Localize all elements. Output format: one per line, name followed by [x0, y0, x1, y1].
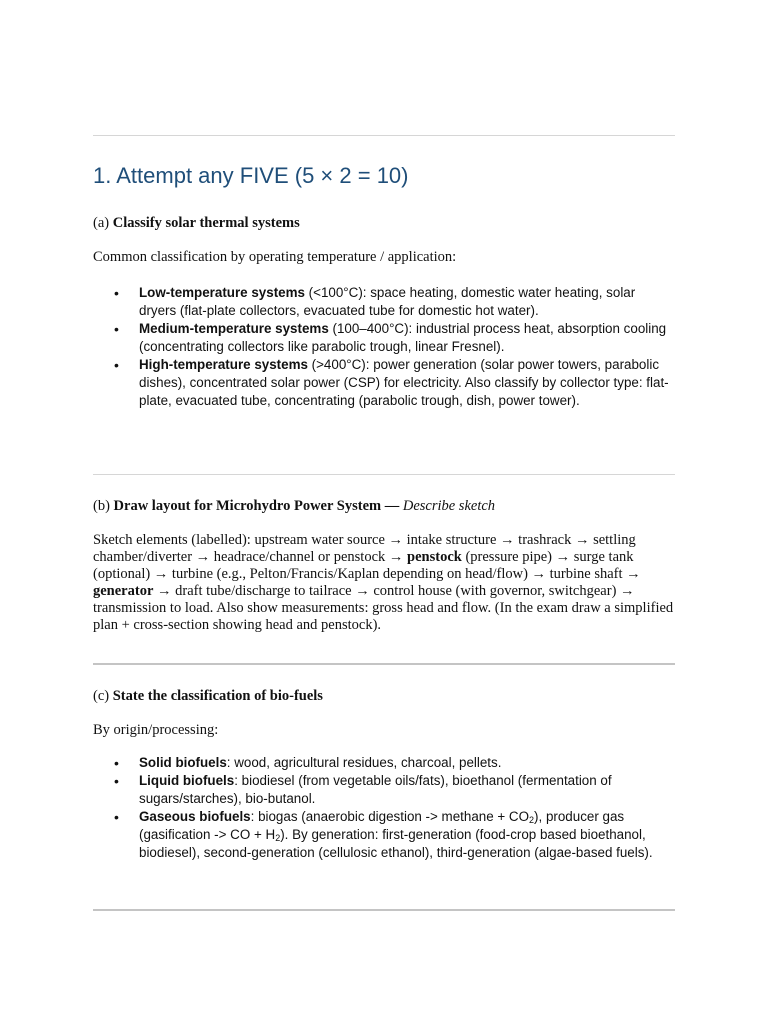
- horizontal-rule: [93, 909, 675, 911]
- paragraph-bold-term: penstock: [407, 549, 462, 565]
- list-item-text: : biodiesel (from vegetable oils/fats), bioethanol (fermentation of sugars/starches), bio-butanol.: [139, 773, 612, 806]
- section-b-heading: Draw layout for Microhydro Power System: [113, 498, 382, 514]
- section-a-heading: Classify solar thermal systems: [112, 215, 300, 231]
- list-item-text: ). By generation: first-generation (food-crop based bioethanol, biodiesel), second-generation (cellulosic ethanol), third-generation (algae-based fuels).: [139, 827, 653, 860]
- paragraph-text: Sketch elements (labelled): upstream water source → intake structure → trashrack → settling chamber/diverter → headrace/channel or penstock →: [93, 532, 636, 565]
- subscript: 2: [529, 815, 535, 825]
- list-item-term: Medium-temperature systems: [139, 321, 329, 336]
- section-c-list: [93, 754, 675, 862]
- list-item-term: Liquid biofuels: [139, 773, 235, 788]
- list-item-term: Gaseous biofuels: [139, 809, 251, 824]
- section-c-intro: By origin/processing:: [93, 722, 219, 738]
- list-item-text: (<100°C): space heating, domestic water heating, solar dryers (flat-plate collectors, evacuated tube for domestic hot water).: [139, 285, 636, 318]
- section-c-title: [93, 688, 675, 705]
- section-b-dash: —: [381, 498, 403, 514]
- paragraph-text: → draft tube/discharge to tailrace → control house (with governor, switchgear) → transmission to load. Also show measurements: gross head and flow. (In the exam draw a simplified plan + cross-section showing head and penstock).: [93, 583, 674, 633]
- list-item-text: (>400°C): power generation (solar power towers, parabolic dishes), concentrated solar power (CSP) for electricity. Also classify by collector type: flat-plate, evacuated tube, concentrating (parabolic trough, dish, power tower).: [139, 357, 669, 408]
- list-item-text: : biogas (anaerobic digestion -> methane + CO: [250, 809, 530, 824]
- list-item-term: Low-temperature systems: [139, 285, 305, 300]
- list-item: [93, 356, 675, 410]
- list-item: [93, 320, 675, 356]
- paragraph-bold-term: generator: [93, 583, 154, 599]
- section-b-subtitle: Describe sketch: [402, 498, 496, 514]
- list-item-text: ), producer gas (gasification -> CO + H: [139, 809, 625, 842]
- horizontal-rule: [93, 474, 675, 475]
- horizontal-rule: [93, 663, 675, 665]
- list-item: [93, 284, 675, 320]
- section-b-label: (b): [93, 498, 110, 514]
- question-heading: 1. Attempt any FIVE (5 × 2 = 10): [93, 163, 409, 188]
- list-item-text: (100–400°C): industrial process heat, absorption cooling (concentrating collectors like parabolic trough, linear Fresnel).: [139, 321, 667, 354]
- section-c-heading: State the classification of bio-fuels: [112, 688, 323, 704]
- list-item-term: High-temperature systems: [139, 357, 308, 372]
- list-item: [93, 808, 675, 862]
- section-a-intro: Common classification by operating temperature / application:: [93, 249, 457, 265]
- section-a-label: (a): [93, 215, 110, 231]
- horizontal-rule: [93, 135, 675, 136]
- list-item-term: Solid biofuels: [139, 755, 227, 770]
- section-c-label: (c): [93, 688, 110, 704]
- section-a-title: [93, 215, 675, 232]
- list-item-text: : wood, agricultural residues, charcoal, pellets.: [226, 755, 502, 770]
- paragraph-text: (pressure pipe) → surge tank (optional) → turbine (e.g., Pelton/Francis/Kaplan depending on head/flow) → turbine shaft →: [93, 549, 641, 582]
- section-a-list: [93, 284, 675, 410]
- section-b-paragraph: [93, 532, 675, 634]
- section-b-title: [93, 498, 675, 515]
- subscript: 2: [275, 833, 281, 843]
- list-item: [93, 754, 675, 772]
- list-item: [93, 772, 675, 808]
